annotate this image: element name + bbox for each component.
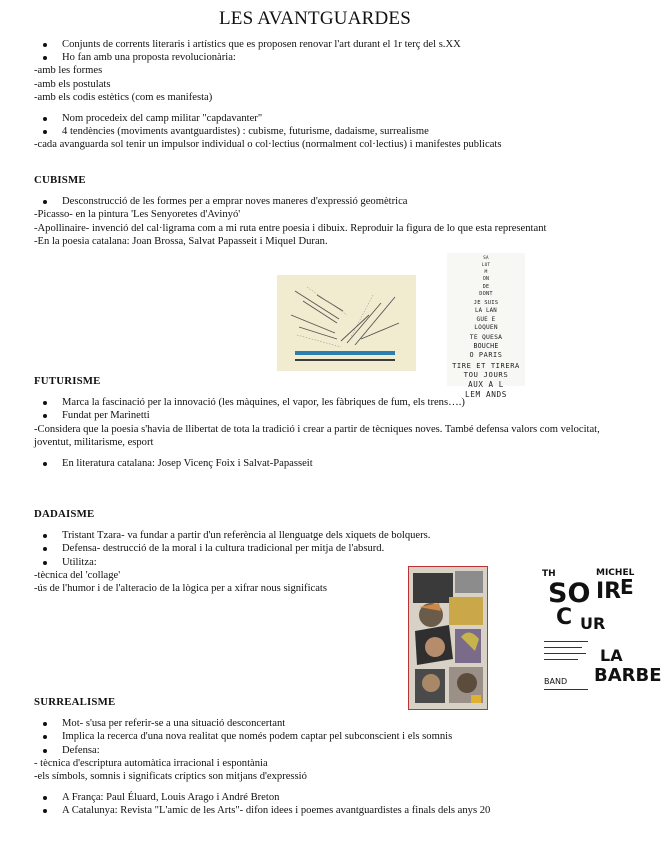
intro-section [34,38,626,152]
dadaisme-bullet: Tristant Tzara- va fundar a partir d'un referència al llenguatge dels xiquets de bolquers. [34,529,626,542]
poster-word: MICHEL [596,568,635,578]
cubisme-line: -Apollinaire- invenció del cal·ligrama com a mi ruta entre poesia i dibuix. Reproduir la figura de lo que esta representant [34,222,547,234]
calligram-drawing [277,275,416,371]
collage-drawing [409,567,487,709]
calligram-word: AUX A L [468,380,504,390]
poster-word: LA [600,646,623,665]
calligram-word: TOU JOURS [463,370,509,380]
calligram-word: BOUCHE [473,341,499,350]
calligram-word: DE [482,283,490,290]
poster-word: C [556,605,573,630]
surrealisme-bullet: Mot- s'usa per referir-se a una situació desconcertant [34,717,626,730]
dada-poster-image [540,565,662,700]
dadaisme-bullet: Defensa- destrucció de la moral i la cultura tradicional per mitja de l'absurd. [34,542,626,555]
surrealisme-bullet: A França: Paul Éluard, Louis Arago i André Breton [34,791,626,804]
intro-bullet: Conjunts de corrents literaris i artístics que es proposen renovar l'art durant el 1r terç del s.XX [34,38,626,51]
intro-bullet: Nom procedeix del camp militar "capdavanter" [34,112,626,125]
surrealisme-bullet: A Catalunya: Revista "L'amic de les Arts"- difon idees i poemes avantguardistes a finals dels anys 20 [34,804,626,817]
calligram-word: TE QUESA [469,332,503,341]
futurisme-section [34,375,626,470]
section-heading-futurisme: FUTURISME [34,375,101,387]
surrealisme-line: - tècnica d'escriptura automàtica irracional i espontània [34,757,268,769]
poster-typography [540,565,662,700]
intro-line: -amb els codis estètics (com es manifesta) [34,91,213,103]
surrealisme-line: -els símbols, somnis i significats críptics son mitjans d'expressió [34,771,307,783]
poster-word: BARBE [594,665,662,686]
calligram-word: M [484,269,488,275]
calligram-word: ON [482,276,490,283]
page-title: LES AVANTGUARDES [218,8,411,29]
calligram-word: LOQUEN [474,324,498,332]
intro-line: -amb les formes [34,65,103,77]
calligram-word: JE SUIS [473,300,499,307]
intro-line: -cada avanguarda sol tenir un impulsor individual o col·lectius (normalment col·lectius) i manifestes publicats [34,139,502,151]
calligram-image-1 [277,275,416,371]
calligram-word: SA [483,255,489,260]
calligram-word: LA LAN [475,308,497,315]
section-heading-dadaisme: DADAISME [34,508,95,520]
dadaisme-line: -tècnica del 'collage' [34,569,121,581]
poster-word: TH [542,569,556,579]
dadaisme-section [34,508,626,595]
cubisme-line: -Picasso- en la pintura 'Les Senyoretes d'Avinyó' [34,209,241,221]
intro-bullet: 4 tendències (moviments avantguardistes) : cubisme, futurisme, dadaisme, surrealisme [34,125,626,138]
poster-word: IR [596,579,622,604]
calligram-word: TIRE ET TIRERA [452,360,520,370]
section-heading-surrealisme: SURREALISME [34,696,116,708]
futurisme-bullet: En literatura catalana: Josep Vicenç Foix i Salvat-Papasseit [34,457,626,470]
surrealisme-section [34,696,626,818]
dada-collage-image [408,566,488,710]
poster-word: BAND [544,677,568,686]
dadaisme-line: -ús de l'humor i de l'alteracio de la lògica per a xifrar nous significats [34,583,327,595]
calligram-word: LEM ANDS [465,390,507,400]
surrealisme-bullet: Implica la recerca d'una nova realitat que només podem captar pel subconscient i els somnis [34,730,626,743]
intro-line: -amb els postulats [34,78,111,90]
section-heading-cubisme: CUBISME [34,174,86,186]
poster-word: SO [548,578,591,609]
intro-bullet: Ho fan amb una proposta revolucionària: [34,51,626,64]
dadaisme-bullet: Utilitza: [34,556,626,569]
poster-word: E [620,575,634,599]
cubisme-line: -En la poesia catalana: Joan Brossa, Salvat Papasseit i Miquel Duran. [34,235,328,247]
calligram-word: LUT [481,262,491,268]
calligram-word: DONT [479,291,493,298]
cubisme-section [34,174,626,248]
calligram-image-2 [447,253,525,400]
futurisme-bullet: Marca la fascinació per la innovació (les màquines, el vapor, les fàbriques de fum, els trens….) [34,396,626,409]
calligram-word: O PARIS [469,351,503,360]
futurisme-line: -Considera que la poesia s'havia de llibertat de tota la tradició i crear a partir de tècniques noves. També defensa valors com velocitat, joventut, militarisme, esport [34,423,600,448]
futurisme-bullet: Fundat per Marinetti [34,409,626,422]
calligram-word: GUE E [476,315,496,323]
cubisme-bullet: Desconstrucció de les formes per a emprar noves maneres d'expressió geomètrica [34,195,626,208]
surrealisme-bullet: Defensa: [34,744,626,757]
poster-word: UR [580,614,606,633]
